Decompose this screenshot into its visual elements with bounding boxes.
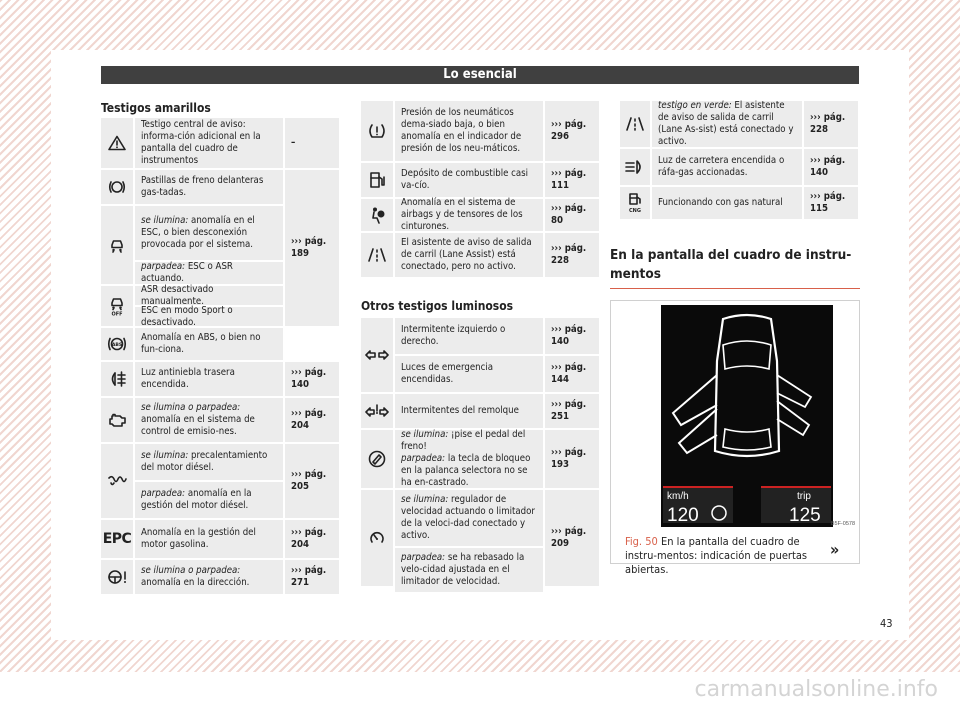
figure-caption: Fig. 50 En la pantalla del cuadro de instru-mentos: indicación de puertas abiertas. xyxy=(625,535,808,576)
page-ref: ››› pág. 80 xyxy=(545,199,599,231)
page-ref: – xyxy=(285,118,339,168)
row-text: se ilumina: ¡pise el pedal del freno! parpadea: la tecla de bloqueo en la palanca selectora no se ha en-castrado. xyxy=(395,430,543,488)
epc-icon: EPC xyxy=(101,520,133,558)
warning-triangle-icon xyxy=(101,118,133,168)
table-row-group xyxy=(101,170,339,326)
lane-assist-icon xyxy=(620,101,650,147)
esc-off-icon xyxy=(101,286,133,326)
watermark: carmanualsonline.info xyxy=(694,677,938,702)
rear-fog-icon xyxy=(101,362,133,396)
brake-pedal-icon xyxy=(361,430,393,488)
page-ref: ››› pág. 115 xyxy=(804,187,858,219)
abs-icon xyxy=(101,328,133,360)
trailer-signal-icon xyxy=(361,394,393,428)
page-ref: ››› pág. 205 xyxy=(285,444,339,518)
page-header: Lo esencial xyxy=(101,66,859,84)
page-ref: ››› pág. 296 xyxy=(545,101,599,161)
table-row xyxy=(620,101,858,147)
table-row xyxy=(101,328,339,360)
trip-value: 125 xyxy=(789,505,821,526)
row-text: se ilumina o parpadea: anomalía en la dirección. xyxy=(135,560,283,594)
row-text: ASR desactivado manualmente. xyxy=(135,286,283,305)
figure-code: B5F-0578 xyxy=(830,521,855,527)
page-ref: ››› pág. 193 xyxy=(545,430,599,488)
middle-top-table xyxy=(361,101,599,277)
speed-limiter-icon xyxy=(361,490,393,586)
table-row xyxy=(101,444,339,518)
table-row xyxy=(620,149,858,185)
row-text: Luz de carretera encendida o ráfa-gas accionadas. xyxy=(652,149,802,185)
row-text: Luces de emergencia encendidas. xyxy=(395,356,543,392)
page-number: 43 xyxy=(880,617,893,630)
turn-signals-icon xyxy=(361,318,393,392)
continue-mark: » xyxy=(830,540,840,559)
row-text: Anomalía en la gestión del motor gasolina. xyxy=(135,520,283,558)
speed-value: 120 xyxy=(667,505,699,526)
lane-assist-icon xyxy=(361,233,393,277)
row-text: ESC en modo Sport o desactivado. xyxy=(135,307,283,326)
row-text: se ilumina: precalentamiento del motor diésel. xyxy=(135,444,283,480)
table-row xyxy=(361,430,599,488)
page-ref: ››› pág. 251 xyxy=(545,394,599,428)
row-text: Presión de los neumáticos dema-siado baja, o bien anomalía en el indicador de presión de los neu-máticos. xyxy=(395,101,543,161)
table-row xyxy=(361,490,599,586)
row-text: parpadea: ESC o ASR actuando. xyxy=(135,262,283,284)
row-text: parpadea: anomalía en la gestión del motor diésel. xyxy=(135,482,283,518)
row-text: Pastillas de freno delanteras gas-tadas. xyxy=(135,170,283,204)
page-ref: ››› pág. 228 xyxy=(804,101,858,147)
row-text: parpadea: se ha rebasado la velo-cidad ajustada en el limitador de velocidad. xyxy=(395,548,543,592)
airbag-icon xyxy=(361,199,393,231)
high-beam-icon xyxy=(620,149,650,185)
svg-text:CNG: CNG xyxy=(629,208,641,213)
page-ref: ››› pág. 144 xyxy=(545,356,599,392)
page-ref: ››› pág. 228 xyxy=(545,233,599,277)
row-text: se ilumina: regulador de velocidad actuando o limitador de la veloci-dad conectado y activo. xyxy=(395,490,543,546)
page-ref: ››› pág. 189 xyxy=(285,170,339,326)
kmh-label: km/h xyxy=(667,491,689,502)
page-ref: ››› pág. 140 xyxy=(804,149,858,185)
steering-icon xyxy=(101,560,133,594)
page-ref: ››› pág. 140 xyxy=(285,362,339,396)
fuel-icon xyxy=(361,163,393,197)
engine-icon xyxy=(101,398,133,442)
brake-pads-icon xyxy=(101,170,133,204)
yellow-lights-table xyxy=(101,118,339,594)
row-text: Funcionando con gas natural xyxy=(652,187,802,219)
svg-text:OFF: OFF xyxy=(111,311,123,316)
other-lights-table xyxy=(361,318,599,586)
row-text: Intermitentes del remolque xyxy=(395,394,543,428)
row-text: El asistente de aviso de salida de carril (Lane Assist) está conectado, pero no activo. xyxy=(395,233,543,277)
table-row xyxy=(101,398,339,442)
table-row xyxy=(101,362,339,396)
table-row xyxy=(361,199,599,231)
page-ref: ››› pág. 204 xyxy=(285,520,339,558)
section-title-other: Otros testigos luminosos xyxy=(361,299,514,313)
page-ref: ››› pág. 111 xyxy=(545,163,599,197)
row-text: Anomalía en el sistema de airbags y de tensores de los cinturones. xyxy=(395,199,543,231)
row-text: Intermitente izquierdo o derecho. xyxy=(395,318,543,354)
table-row-group xyxy=(361,318,599,392)
page-ref: ››› pág. 204 xyxy=(285,398,339,442)
table-row xyxy=(361,394,599,428)
row-text: Depósito de combustible casi va-cío. xyxy=(395,163,543,197)
row-text: testigo en verde: El asistente de aviso de salida de carril (Lane As-sist) está conectado y activo. xyxy=(652,101,802,147)
table-row xyxy=(101,118,339,168)
row-text: Anomalía en ABS, o bien no fun-ciona. xyxy=(135,328,283,360)
trip-label: trip xyxy=(797,491,811,502)
table-row xyxy=(101,520,339,558)
tire-pressure-icon xyxy=(361,101,393,161)
table-row xyxy=(361,163,599,197)
row-text: Luz antiniebla trasera encendida. xyxy=(135,362,283,396)
table-row xyxy=(620,187,858,219)
row-text: Testigo central de aviso: informa-ción adicional en la pantalla del cuadro de instrumentos xyxy=(135,118,283,168)
table-row xyxy=(361,101,599,161)
page-ref: ››› pág. 271 xyxy=(285,560,339,594)
row-text: se ilumina o parpadea: anomalía en el sistema de control de emisio-nes. xyxy=(135,398,283,442)
esc-skid-icon xyxy=(101,206,133,284)
cng-icon xyxy=(620,187,650,219)
row-text: se ilumina: anomalía en el ESC, o bien desconexión provocada por el sistema. xyxy=(135,206,283,260)
right-table xyxy=(620,101,858,219)
page-ref: ››› pág. 209 xyxy=(545,490,599,586)
section-title-yellow: Testigos amarillos xyxy=(101,101,211,115)
table-row xyxy=(101,560,339,594)
instrument-display-illustration xyxy=(611,301,859,563)
section-heading-display: En la pantalla del cuadro de instru-mentos xyxy=(610,247,852,282)
table-row xyxy=(361,233,599,277)
heading-rule xyxy=(610,288,860,289)
figure-50 xyxy=(610,300,860,564)
page-ref: ››› pág. 140 xyxy=(545,318,599,354)
svg-text:ABS: ABS xyxy=(111,342,123,348)
glow-plug-icon xyxy=(101,444,133,518)
